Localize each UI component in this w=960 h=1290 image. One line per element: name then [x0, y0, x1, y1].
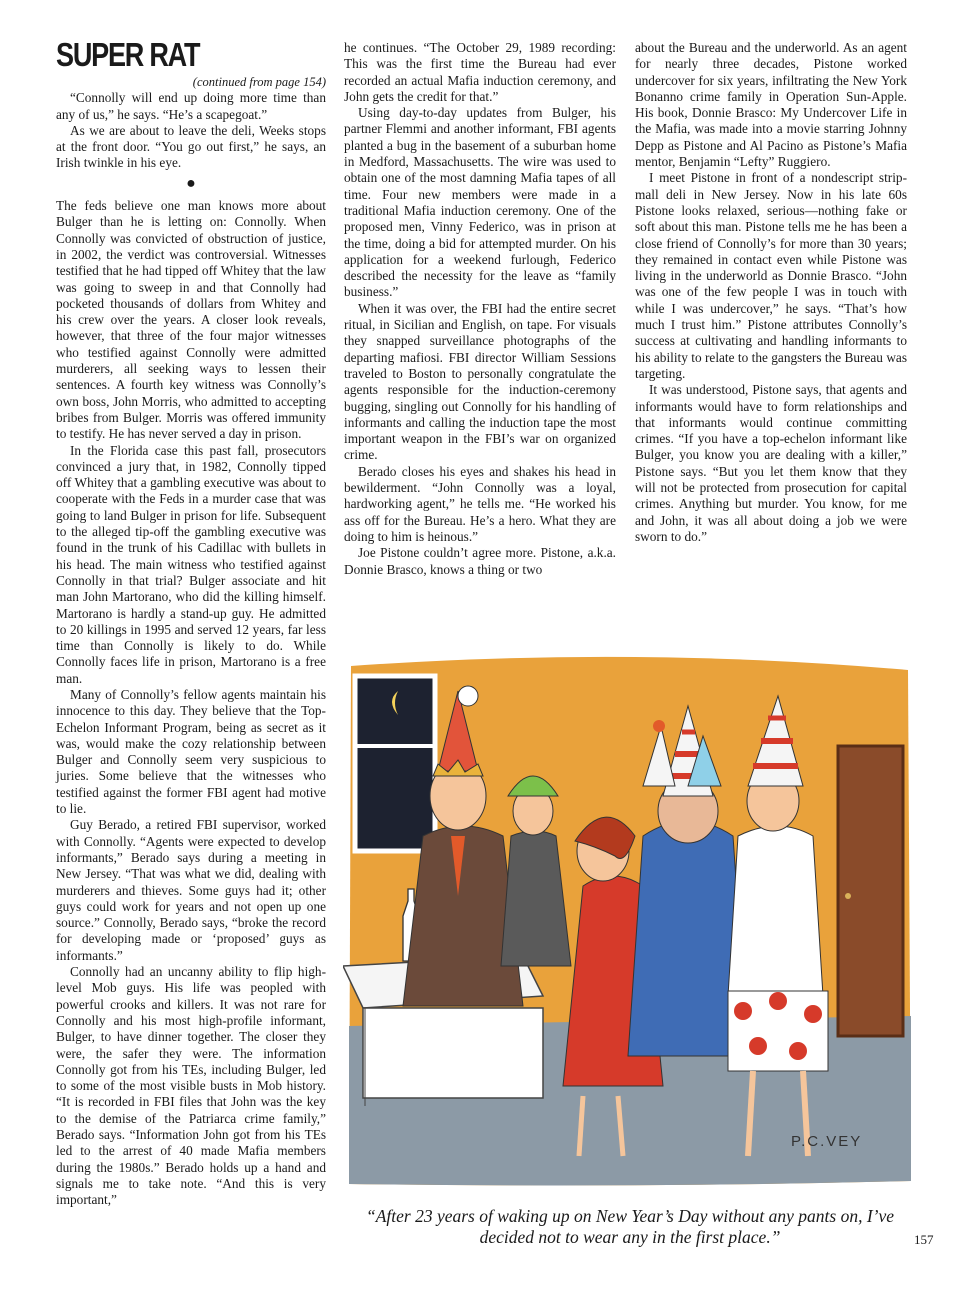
paragraph: Joe Pistone couldn’t agree more. Pistone, a.k.a. Donnie Brasco, knows a thing or two — [344, 545, 616, 577]
paragraph: “Connolly will end up doing more time than any of us,” he says. “He’s a scapegoat.” — [56, 90, 326, 122]
paragraph: Connolly had an uncanny ability to flip high-level Mob guys. His life was peopled with powerful crooks and killers. It was not rare for Connolly and his most high-profile informant, Bulger, to have dinner together. The closer they were, the safer they were. The information Connolly got from his TEs, including Bulger, led to some of the most visible busts in Mob history. “It is recorded in FBI files that John was the key to the demise of the Patriarca crime family,” Berado says. “Information John got from his TEs led to the arrest of 40 made Mafia members during the 1980s.” Berado holds up a hand and signals me to take note. “And this is very important,” — [56, 964, 326, 1208]
paragraph: Berado closes his eyes and shakes his head in bewilderment. “John Connolly was a loyal, hardworking agent,” he tells me. “He worked his ass off for the Bureau. He’s a hero. What they are doing to him is heinous.” — [344, 463, 616, 544]
cartoon-door — [838, 746, 903, 1036]
paragraph: Using day-to-day updates from Bulger, his partner Flemmi and another informant, FBI agents planted a bug in the basement of a suburban home in Medford, Massachusetts. The wire was used to obtain one of the most damning Mafia tapes of all time. Four new members were made in a traditional Mafia induction ceremony. One of the proposed men, Vinny Federico, was in prison at the time, doing a bid for attempted murder. On his application for a weekend furlough, Federico described the necessity for the leave as “family business.” — [344, 105, 616, 300]
headline: SUPER RAT — [56, 36, 200, 73]
column-3 — [635, 40, 907, 545]
artist-signature: P.C.VEY — [791, 1133, 863, 1150]
section-separator: ● — [186, 174, 196, 192]
paragraph: In the Florida case this past fall, prosecutors convinced a jury that, in 1982, Connolly tipped off Whitey that a gambling executive was about to cooperate with the Feds in a murder case that was going to land Bulger in prison for life. Subsequent to the alleged tip-off the gambling executive was found in the trunk of his Cadillac with bullets in his head. The main witness who testified against Connolly in that trial? Bulger associate and hit man John Martorano, who did the killing himself. Martorano is hardly a stand-up guy. He admitted to 20 killings in 1995 and served 12 years, far less time than Connolly is likely to do. While Connolly faces life in prison, Martorano is a free man. — [56, 442, 326, 686]
paragraph: he continues. “The October 29, 1989 recording: This was the first time the Bureau had ever recorded an actual Mafia induction ceremony, and John gets the credit for that.” — [344, 40, 616, 104]
paragraph: It was understood, Pistone says, that agents and informants would have to form relationships and that informants would continue committing crimes. “If you have a top-echelon informant like Bulger, you know you are dealing with a killer,” Pistone says. “But you let them know that they will not be protected from prosecution for capital crimes. Anything but murder. You know, for me and John, it was all about doing a job we were sworn to do.” — [635, 382, 907, 544]
paragraph: As we are about to leave the deli, Weeks stops at the front door. “You go out first,” he says, an Irish twinkle in his eye. — [56, 122, 326, 171]
paragraph: When it was over, the FBI had the entire secret ritual, in Sicilian and English, on tape. For visuals they snapped surveillance photographs of the departing mafiosi. FBI director William Sessions traveled to Boston to personally congratulate the agents responsible for the induction-ceremony bugging, singling out Connolly for his handling of informants and calling the induction tape the most important weapon in the FBI’s war on organized crime. — [344, 300, 616, 463]
party-cartoon — [343, 636, 918, 1196]
paragraph: I meet Pistone in front of a nondescript strip-mall deli in New Jersey. Now in his late 60s Pistone looks relaxed, serious—nothing fake or soft about this man. Pistone tells me he has been a close friend of Connolly’s for more than 30 years; they remained in contact even while Pistone was living in the underworld as Donnie Brasco. “John was one of the few people I was in touch with while I was undercover,” he says. “That’s how much I trust him.” Pistone attributes Connolly’s success at cultivating and handling informants to his ability to relate to the gangsters the Bureau was targeting. — [635, 170, 907, 381]
paragraph: Guy Berado, a retired FBI supervisor, worked with Connolly. “Agents were expected to develop informants,” Berado says during a meeting in New Jersey. “That was what we did, dealing with murderers and thieves. Some guys had it; other guys could work for years and not open up one source.” Connolly, Berado says, “broke the record for developing made or ‘proposed’ guys as informants.” — [56, 817, 326, 963]
column-1 — [56, 38, 326, 1208]
column-2 — [344, 40, 616, 578]
paragraph: The feds believe one man knows more about Bulger than he is letting on: Connolly. When Connolly was convicted of obstruction of justice, in 2002, the verdict was controversial. Witnesses testified that he had tipped off Whitey that the law was going to sweep in and that Connolly had pocketed thousands of dollars from Whitey and his crew over the years. A closer look reveals, however, that three of the four major witnesses who testified against Connolly were admitted murderers, all seeking ways to lessen their sentences. A fourth key witness was Connolly’s own boss, John Morris, who admitted to accepting bribes from Bulger. Morris was offered immunity to testify. He has never served a day in prison. — [56, 198, 326, 442]
paragraph: about the Bureau and the underworld. As an agent for nearly three decades, Pistone worked undercover for six years, infiltrating the New York Bonanno crime family in Operation Sun-Apple. His book, Donnie Brasco: My Undercover Life in the Mafia, was made into a movie starring Johnny Depp as Pistone and Al Pacino as Pistone’s Mafia mentor, Benjamin “Lefty” Ruggiero. — [635, 40, 907, 170]
page-number: 157 — [914, 1232, 934, 1247]
paragraph: Many of Connolly’s fellow agents maintain his innocence to this day. They believe that the Top-Echelon Informant Program, being as secret as it was, would make the cozy relationship between Bulger and Connolly seem very suspicious to juries. Some believe that the witnesses who testified against the former FBI agent had motive to lie. — [56, 686, 326, 817]
cartoon-caption: “After 23 years of waking up on New Year’s Day without any pants on, I’ve decided not to wear any in the first place.” — [365, 1206, 895, 1247]
continued-note: (continued from page 154) — [192, 75, 326, 89]
